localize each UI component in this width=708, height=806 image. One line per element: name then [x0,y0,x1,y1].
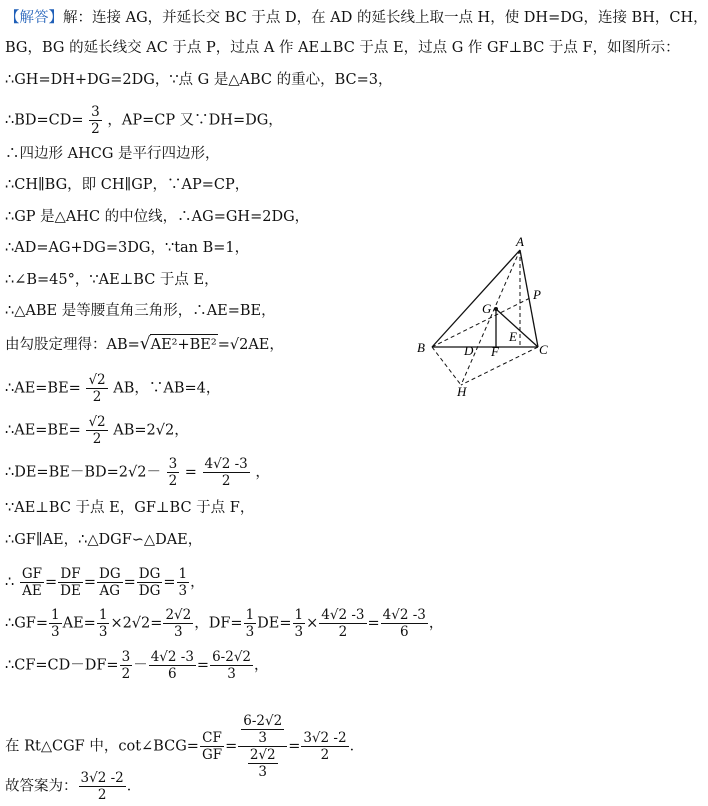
fraction: $\frac{DG}{DG}$ [138,566,161,599]
fraction: $\frac{GF}{AE}$ [21,566,42,599]
solution-line-21: 故答案为： $\frac{3√2 -2}{2}$ ． [5,770,142,803]
fraction: $\frac{4√2 -3}{6}$ [150,649,194,682]
solution-line-13: ∴AE=BE= $\frac{√2}{2}$ AB=2√2， [5,414,189,447]
label-h: H [457,384,467,399]
fraction: $\frac{√2}{2}$ [88,414,106,447]
fraction: $\frac{4√2 -3}{6}$ [382,607,426,640]
label-g: G [482,301,492,316]
compound-fraction [238,713,287,780]
fraction: $\frac{1}{3}$ [98,607,108,640]
solution-line-6: ∴CH∥BG，即 CH∥GP，∵AP=CP， [5,177,250,193]
fraction: $\frac{DG}{AG}$ [99,566,121,599]
label-a: A [516,234,524,249]
label-e: E [509,329,517,344]
fraction: $\frac{6-2√2}{3}$ [212,649,252,682]
fraction: $\frac{√2}{2}$ [88,372,106,405]
segment-bh [432,347,461,385]
fraction: $\frac{3}{2}$ [91,104,100,137]
fraction: $\frac{CF}{GF}$ [201,730,223,763]
solution-line-11: 由勾股定理得：AB=√AE²+BE²=√2AE， [5,334,284,354]
solution-line-19: ∴CF=CD－DF= $\frac{3}{2}$ － $\frac{4√2 -3}{6}$ = $\frac{6-2√2}{3}$ ， [5,649,269,682]
solution-line-1: 【解答】解：连接 AG，并延长交 BC 于点 D，在 AD 的延长线上取一点 H，使 DH=DG，连接 BH，CH， [5,10,708,26]
solution-line-12: ∴AE=BE= $\frac{√2}{2}$ AB，∵AB=4， [5,372,221,405]
label-p: P [533,287,541,302]
solution-line-16: ∴GF∥AE，∴△DGF∽△DAE， [5,532,203,548]
solution-line-2: BG，BG 的延长线交 AC 于点 P，过点 A 作 AE⊥BC 于点 E，过点 G 作 GF⊥BC 于点 F，如图所示： [5,40,680,56]
solution-line-7: ∴GP 是△AHC 的中位线，∴AG=GH=2DG， [5,209,310,225]
label-f: F [491,344,499,359]
fraction: $\frac{3√2 -2}{2}$ [303,730,347,763]
fraction: $\frac{2√2}{3}$ [249,747,276,780]
fraction: $\frac{2√2}{3}$ [165,607,192,640]
solution-line-8: ∴AD=AG+DG=3DG，∵tan B=1， [5,240,250,256]
fraction: $\frac{1}{3}$ [178,566,188,599]
solution-line-20: 在 Rt△CGF 中，cot∠BCG= $\frac{CF}{GF}$ = $\frac{\frac{6-2√2}{3}}{\frac{2√2}{3}}$ = $\frac{3√2 -2}{2}$ ． [5,713,365,780]
fraction: $\frac{1}{3}$ [294,607,304,640]
fraction: $\frac{3}{2}$ [121,649,131,682]
segment-ab [432,250,520,347]
fraction: $\frac{3}{2}$ [168,456,178,489]
solution-line-15: ∵AE⊥BC 于点 E，GF⊥BC 于点 F， [5,500,255,516]
centroid-point [494,307,498,311]
fraction: $\frac{1}{3}$ [51,607,60,640]
label-d: D [464,343,474,358]
solution-line-4: ∴BD=CD= $\frac{3}{2}$ ，AP=CP 又∵DH=DG， [5,104,283,137]
solution-line-3: ∴GH=DH+DG=2DG，∵点 G 是△ABC 的重心，BC=3， [5,72,393,88]
fraction: $\frac{6-2√2}{3}$ [243,713,283,746]
solution-line-18: ∴GF= $\frac{1}{3}$ AE= $\frac{1}{3}$ ×2√2= $\frac{2√2}{3}$ ，DF= $\frac{1}{3}$ DE= $\frac{1}{3}$ × $\frac{4√2 -3}{2}$ = $\frac{4√2 -3}{6}$ ， [5,607,444,640]
fraction: $\frac{DF}{DE}$ [60,566,81,599]
solution-line-10: ∴△ABE 是等腰直角三角形，∴AE=BE， [5,303,276,319]
fraction: $\frac{3√2 -2}{2}$ [80,770,124,803]
label-c: C [539,342,548,357]
solution-line-9: ∴∠B=45°，∵AE⊥BC 于点 E， [5,272,219,288]
fraction: $\frac{4√2 -3}{2}$ [204,456,248,489]
solution-line-14: ∴DE=BE－BD=2√2－ $\frac{3}{2}$ = $\frac{4√2 -3}{2}$ ， [5,456,270,489]
answer-tag: 【解答】 [5,10,63,26]
label-b: B [417,340,425,355]
fraction: $\frac{1}{3}$ [245,607,255,640]
solution-line-5: ∴四边形 AHCG 是平行四边形， [5,146,220,162]
fraction: $\frac{4√2 -3}{2}$ [321,607,365,640]
solution-line-17: ∴ $\frac{GF}{AE}$ = $\frac{DF}{DE}$ = $\frac{DG}{AG}$ = $\frac{DG}{DG}$ = $\frac{1}{3}$ ， [5,566,205,599]
geometry-diagram [412,236,562,401]
